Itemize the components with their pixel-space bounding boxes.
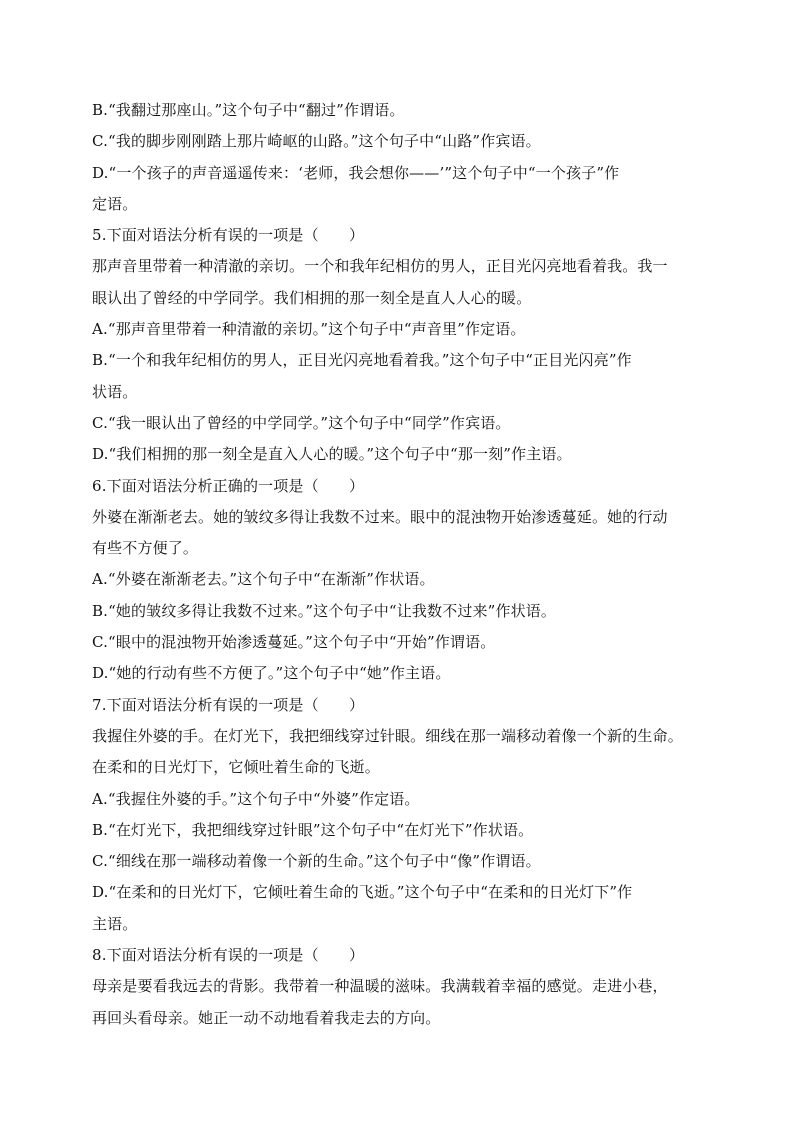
passage-q5-cont: 眼认出了曾经的中学同学。我们相拥的那一刻全是直人人心的暖。: [92, 288, 532, 307]
option-c-q4: C.“我的脚步刚刚踏上那片崎岖的山路。”这个句子中“山路”作宾语。: [92, 132, 541, 151]
option-d-q5: D.“我们相拥的那一刻全是直入人心的暖。”这个句子中“那一刻”作主语。: [92, 445, 572, 464]
option-c-q6: C.“眼中的混浊物开始渗透蔓延。”这个句子中“开始”作谓语。: [92, 633, 496, 652]
option-b-q5-cont: 状语。: [92, 382, 138, 401]
question-6: 6.下面对语法分析正确的一项是（ ）: [92, 476, 365, 495]
option-d-q7: D.“在柔和的日光灯下，它倾吐着生命的飞逝。”这个句子中“在柔和的日光灯下”作: [92, 883, 633, 902]
passage-q5: 那声音里带着一种清澈的亲切。一个和我年纪相仿的男人，正目光闪亮地看着我。我一: [92, 257, 668, 276]
question-7: 7.下面对语法分析有误的一项是（ ）: [92, 695, 365, 714]
option-d-q4: D.“一个孩子的声音遥遥传来：‘老师，我会想你——’”这个句子中“一个孩子”作: [92, 163, 620, 182]
option-d-q7-cont: 主语。: [92, 914, 138, 933]
question-5: 5.下面对语法分析有误的一项是（ ）: [92, 226, 365, 245]
passage-q6-cont: 有些不方便了。: [92, 539, 199, 558]
option-b-q7: B.“在灯光下，我把细线穿过针眼”这个句子中“在灯光下”作状语。: [92, 820, 534, 839]
option-d-q6: D.“她的行动有些不方便了。”这个句子中“她”作主语。: [92, 664, 451, 683]
option-a-q6: A.“外婆在渐渐老去。”这个句子中“在渐渐”作状语。: [92, 570, 435, 589]
option-c-q7: C.“细线在那一端移动着像一个新的生命。”这个句子中“像”作谓语。: [92, 852, 541, 871]
option-a-q5: A.“那声音里带着一种清澈的亲切。”这个句子中“声音里”作定语。: [92, 320, 526, 339]
passage-q6: 外婆在渐渐老去。她的皱纹多得让我数不过来。眼中的混浊物开始渗透蔓延。她的行动: [92, 507, 668, 526]
option-c-q5: C.“我一眼认出了曾经的中学同学。”这个句子中“同学”作宾语。: [92, 413, 511, 432]
passage-q8-cont: 再回头看母亲。她正一动不动地看着我走去的方向。: [92, 1008, 441, 1027]
passage-q8: 母亲是要看我远去的背影。我带着一种温暖的滋味。我满载着幸福的感觉。走进小巷，: [92, 977, 668, 996]
question-8: 8.下面对语法分析有误的一项是（ ）: [92, 946, 365, 965]
option-d-q4-cont: 定语。: [92, 194, 138, 213]
option-b-q6: B.“她的皱纹多得让我数不过来。”这个句子中“让我数不过来”作状语。: [92, 601, 557, 620]
passage-q7-cont: 在柔和的日光灯下，它倾吐着生命的飞逝。: [92, 758, 380, 777]
document-page: [92, 95, 707, 1034]
passage-q7: 我握住外婆的手。在灯光下，我把细线穿过针眼。细线在那一端移动着像一个新的生命。: [92, 726, 683, 745]
option-a-q7: A.“我握住外婆的手。”这个句子中“外婆”作定语。: [92, 789, 420, 808]
option-b-q4: B.“我翻过那座山。”这个句子中“翻过”作谓语。: [92, 101, 405, 119]
option-b-q5: B.“一个和我年纪相仿的男人，正目光闪亮地看着我。”这个句子中“正目光闪亮”作: [92, 351, 632, 370]
